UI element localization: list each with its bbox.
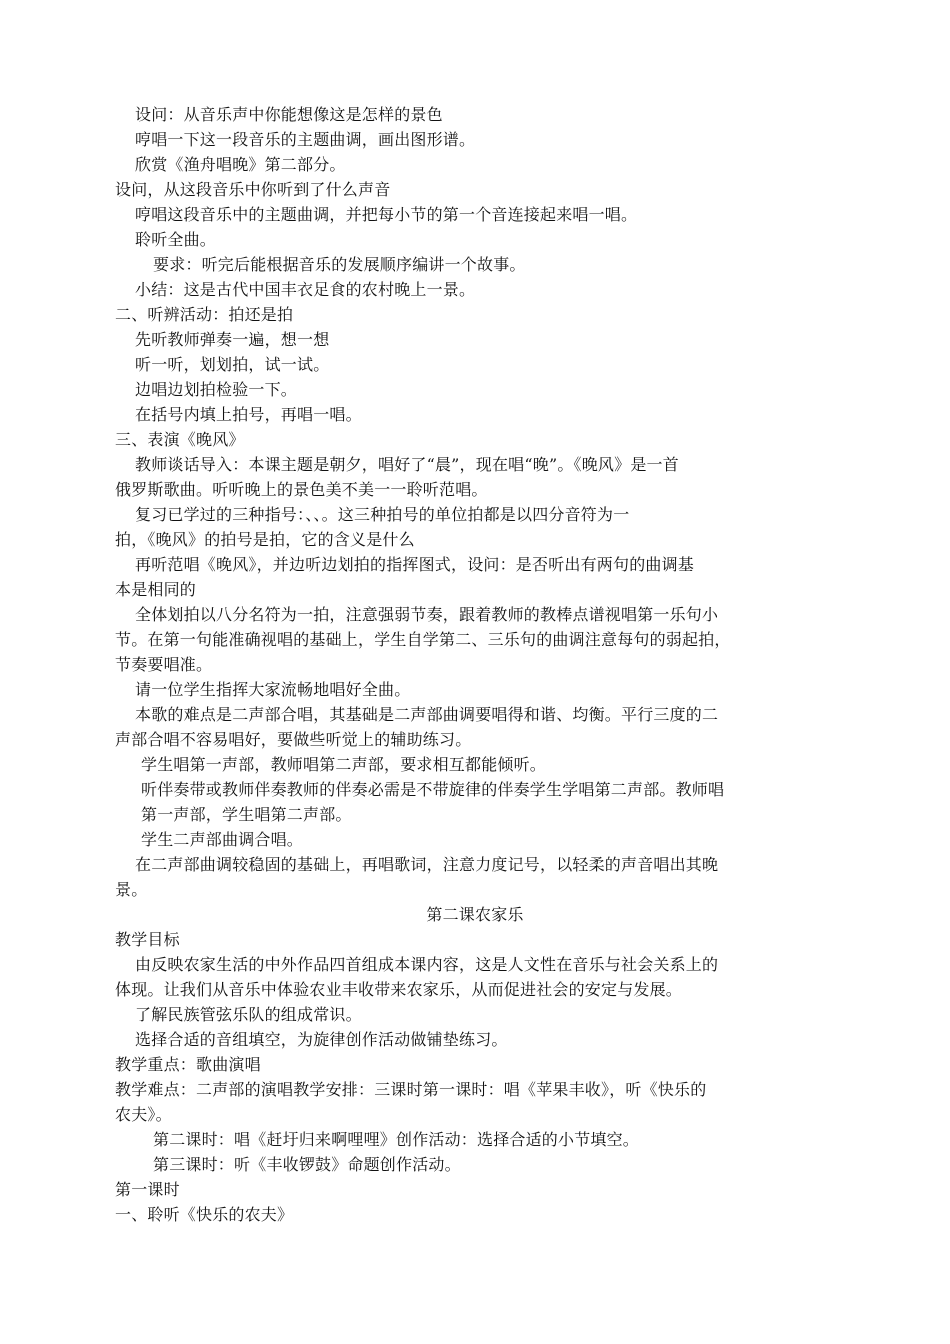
text-line: 设问：从音乐声中你能想像这是怎样的景色 (135, 105, 443, 124)
text-line: 听一听，划划拍，试一试。 (135, 355, 330, 374)
text-line: 第三课时：听《丰收锣鼓》命题创作活动。 (153, 1155, 461, 1174)
text-line: 体现。让我们从音乐中体验农业丰收带来农家乐，从而促进社会的安定与发展。 (115, 980, 683, 999)
text-line: 哼唱这段音乐中的主题曲调，并把每小节的第一个音连接起来唱一唱。 (135, 205, 638, 224)
text-line: 边唱边划拍检验一下。 (135, 380, 298, 399)
text-line: 俄罗斯歌曲。听听晚上的景色美不美一一聆听范唱。 (115, 480, 488, 499)
section-heading: 三、表演《晚风》 (115, 430, 245, 449)
text-line: 再听范唱《晚风》，并边听边划拍的指挥图式，设问：是否听出有两句的曲调基 (135, 555, 695, 574)
text-line: 由反映农家生活的中外作品四首组成本课内容，这是人文性在音乐与社会关系上的 (135, 955, 719, 974)
text-line: 先听教师弹奏一遍，想一想 (135, 330, 330, 349)
text-line: 教师谈话导入：本课主题是朝夕，唱好了“晨”，现在唱“晚”。《晚风》是一首 (135, 455, 679, 474)
section-heading: 第一课时 (115, 1180, 180, 1199)
text-line: 农夫》。 (115, 1105, 172, 1124)
text-line: 要求：听完后能根据音乐的发展顺序编讲一个故事。 (153, 255, 526, 274)
section-heading: 一、聆听《快乐的农夫》 (115, 1205, 294, 1224)
text-line: 哼唱一下这一段音乐的主题曲调，画出图形谱。 (135, 130, 476, 149)
section-heading: 二、听辨活动：拍还是拍 (115, 305, 294, 324)
text-line: 在二声部曲调较稳固的基础上，再唱歌词，注意力度记号，以轻柔的声音唱出其晚 (135, 855, 719, 874)
text-line: 第二课时：唱《赶圩归来啊哩哩》创作活动：选择合适的小节填空。 (153, 1130, 640, 1149)
lesson-title: 第二课农家乐 (426, 905, 524, 924)
text-line: 学生二声部曲调合唱。 (141, 830, 304, 849)
text-line: 全体划拍以八分名符为一拍，注意强弱节奏，跟着教师的教棒点谱视唱第一乐句小 (135, 605, 719, 624)
text-line: 本是相同的 (115, 580, 197, 599)
text-line: 在括号内填上拍号，再唱一唱。 (135, 405, 362, 424)
text-line: 拍，《晚风》的拍号是拍，它的含义是什么 (115, 530, 415, 549)
section-heading: 教学目标 (115, 930, 180, 949)
text-line: 欣赏《渔舟唱晚》第二部分。 (135, 155, 346, 174)
text-line: 声部合唱不容易唱好，要做些听觉上的辅助练习。 (115, 730, 472, 749)
text-line: 小结：这是古代中国丰衣足食的农村晚上一景。 (135, 280, 476, 299)
text-line: 学生唱第一声部，教师唱第二声部，要求相互都能倾听。 (141, 755, 547, 774)
text-line: 节奏要唱准。 (115, 655, 213, 674)
text-line: 复习已学过的三种指号：、、。这三种拍号的单位拍都是以四分音符为一 (135, 505, 630, 524)
section-heading: 教学难点：二声部的演唱教学安排：三课时第一课时：唱《苹果丰收》，听《快乐的 (115, 1080, 707, 1099)
text-line: 聆听全曲。 (135, 230, 217, 249)
text-line: 设问，从这段音乐中你听到了什么声音 (115, 180, 391, 199)
text-line: 节。在第一句能准确视唱的基础上，学生自学第二、三乐句的曲调注意每句的弱起拍， (115, 630, 731, 649)
text-line: 第一声部，学生唱第二声部。 (141, 805, 352, 824)
section-heading: 教学重点：歌曲演唱 (115, 1055, 261, 1074)
text-line: 听伴奏带或教师伴奏教师的伴奏必需是不带旋律的伴奏学生学唱第二声部。教师唱 (141, 780, 725, 799)
text-line: 选择合适的音组填空，为旋律创作活动做铺垫练习。 (135, 1030, 508, 1049)
text-line: 景。 (115, 880, 148, 899)
text-line: 了解民族管弦乐队的组成常识。 (135, 1005, 362, 1024)
text-line: 请一位学生指挥大家流畅地唱好全曲。 (135, 680, 411, 699)
text-line: 本歌的难点是二声部合唱，其基础是二声部曲调要唱得和谐、均衡。平行三度的二 (135, 705, 719, 724)
